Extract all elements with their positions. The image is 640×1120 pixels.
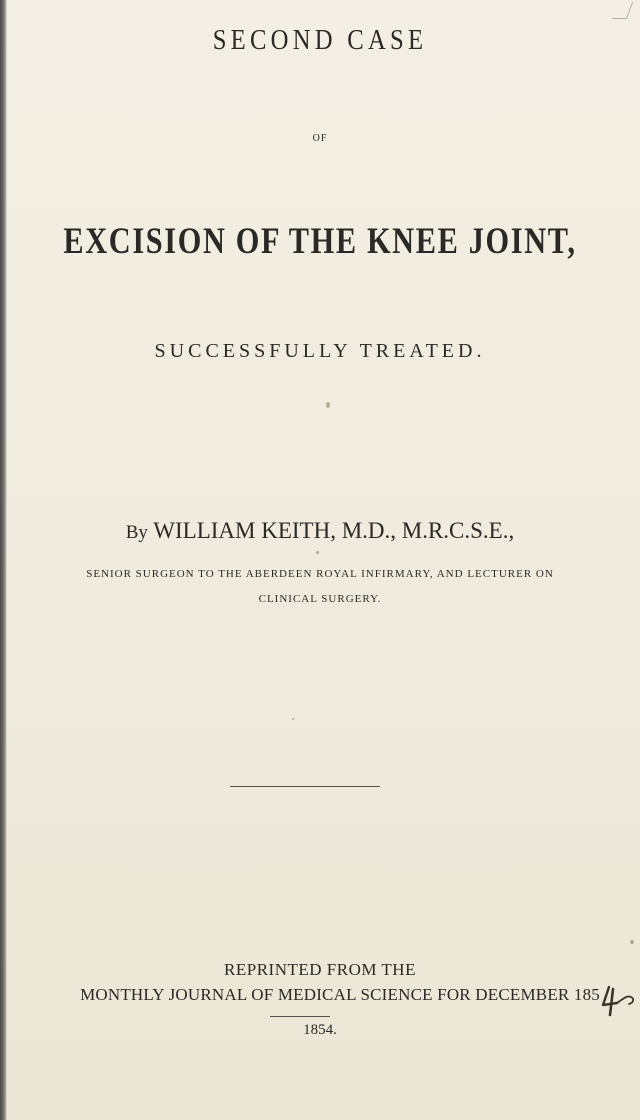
author-name: WILLIAM KEITH, M.D., M.R.C.S.E., bbox=[153, 518, 515, 543]
author-prefix: By bbox=[125, 522, 148, 543]
handwritten-note-icon bbox=[597, 979, 639, 1019]
paper-speck bbox=[292, 718, 294, 720]
paper-speck bbox=[316, 551, 319, 554]
reprint-line-1: REPRINTED FROM THE bbox=[224, 960, 416, 979]
title-of: OF bbox=[312, 133, 328, 144]
binding-edge bbox=[0, 0, 7, 1120]
affiliation-line-1: SENIOR SURGEON TO THE ABERDEEN ROYAL INFIRMARY, AND LECTURER ON bbox=[86, 568, 554, 580]
year-divider bbox=[270, 1016, 330, 1017]
affiliation-line-2: CLINICAL SURGERY. bbox=[258, 593, 382, 605]
publication-year: 1854. bbox=[303, 1022, 337, 1038]
title-line-3: SUCCESSFULLY TREATED. bbox=[154, 340, 486, 362]
reprint-line-2: MONTHLY JOURNAL OF MEDICAL SCIENCE FOR DECEMBER 185 bbox=[80, 985, 600, 1004]
page-corner-mark bbox=[612, 2, 633, 19]
paper-speck bbox=[630, 940, 634, 944]
title-line-1: SECOND CASE bbox=[212, 24, 428, 56]
title-line-2: EXCISION OF THE KNEE JOINT, bbox=[63, 221, 577, 262]
author-line bbox=[0, 518, 640, 544]
paper-speck bbox=[326, 402, 330, 408]
section-divider bbox=[230, 786, 380, 787]
